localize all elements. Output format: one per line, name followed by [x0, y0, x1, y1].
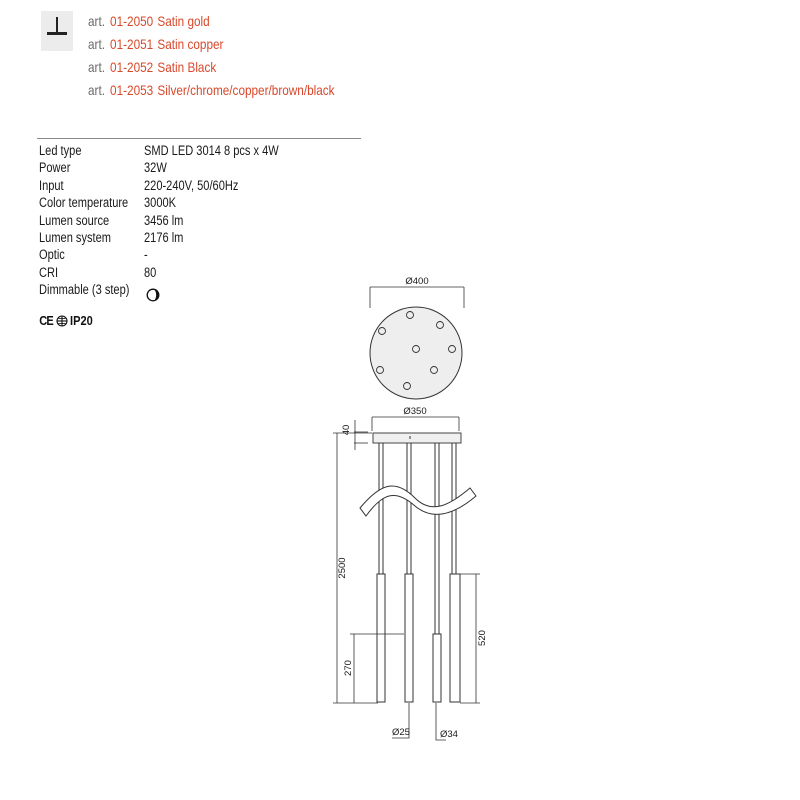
spec-value: 3456 lm	[144, 212, 184, 228]
article-prefix: art.	[88, 36, 105, 52]
pendant-tube	[450, 574, 460, 702]
ip-rating: IP20	[70, 313, 93, 328]
pendant-tube	[377, 574, 385, 702]
pendant-tubes	[377, 574, 460, 702]
article-name: Satin copper	[157, 36, 224, 52]
article-prefix: art.	[88, 13, 105, 29]
spec-value: 80	[144, 264, 157, 280]
article-name: Satin Black	[157, 59, 217, 75]
spec-value: -	[144, 247, 148, 263]
rod-spacing-label: Ø350	[403, 406, 427, 417]
pendant-tube	[433, 634, 441, 702]
article-prefix: art.	[88, 59, 105, 75]
spec-value: SMD LED 3014 8 pcs x 4W	[144, 143, 279, 158]
spec-value: 3000K	[144, 195, 177, 211]
canopy-side-view	[373, 433, 461, 443]
canopy-height-label: 40	[341, 424, 352, 436]
short-tube-label: 270	[343, 660, 354, 676]
article-code: 01-2051	[110, 36, 154, 52]
total-height-label: 2500	[337, 557, 348, 579]
length-break-symbol	[360, 486, 476, 516]
article-code: 01-2050	[110, 13, 154, 29]
spec-label: Input	[39, 177, 64, 193]
spec-label: CRI	[39, 264, 59, 280]
article-name: Silver/chrome/copper/brown/black	[157, 82, 335, 98]
rod-spacing-dimension	[372, 417, 459, 431]
suspension-cables	[379, 443, 456, 634]
pendant-tube	[405, 574, 413, 702]
canopy-height-dimension	[354, 420, 368, 450]
spec-label: Lumen source	[39, 212, 110, 228]
spec-label: Led type	[39, 143, 82, 158]
small-tube-diameter-label: Ø25	[392, 727, 410, 738]
spec-label: Power	[39, 160, 71, 176]
spec-value: 32W	[144, 160, 167, 176]
article-name: Satin gold	[157, 13, 210, 29]
spec-label: Optic	[39, 247, 65, 263]
article-code: 01-2053	[110, 82, 154, 98]
spec-label: Lumen system	[39, 229, 111, 245]
ce-mark: CE	[39, 313, 53, 328]
canopy-diameter-label: Ø400	[405, 276, 429, 287]
canopy-top-view	[370, 307, 462, 399]
article-code: 01-2052	[110, 59, 154, 75]
spec-value: 220-240V, 50/60Hz	[144, 177, 239, 193]
canopy-diameter-dimension	[370, 287, 464, 308]
spec-label: Dimmable (3 step)	[39, 282, 130, 298]
spec-value: 2176 lm	[144, 229, 184, 245]
large-tube-diameter-label: Ø34	[440, 729, 458, 740]
long-tube-label: 520	[477, 630, 488, 646]
article-prefix: art.	[88, 82, 105, 98]
spec-label: Color temperature	[39, 195, 129, 211]
